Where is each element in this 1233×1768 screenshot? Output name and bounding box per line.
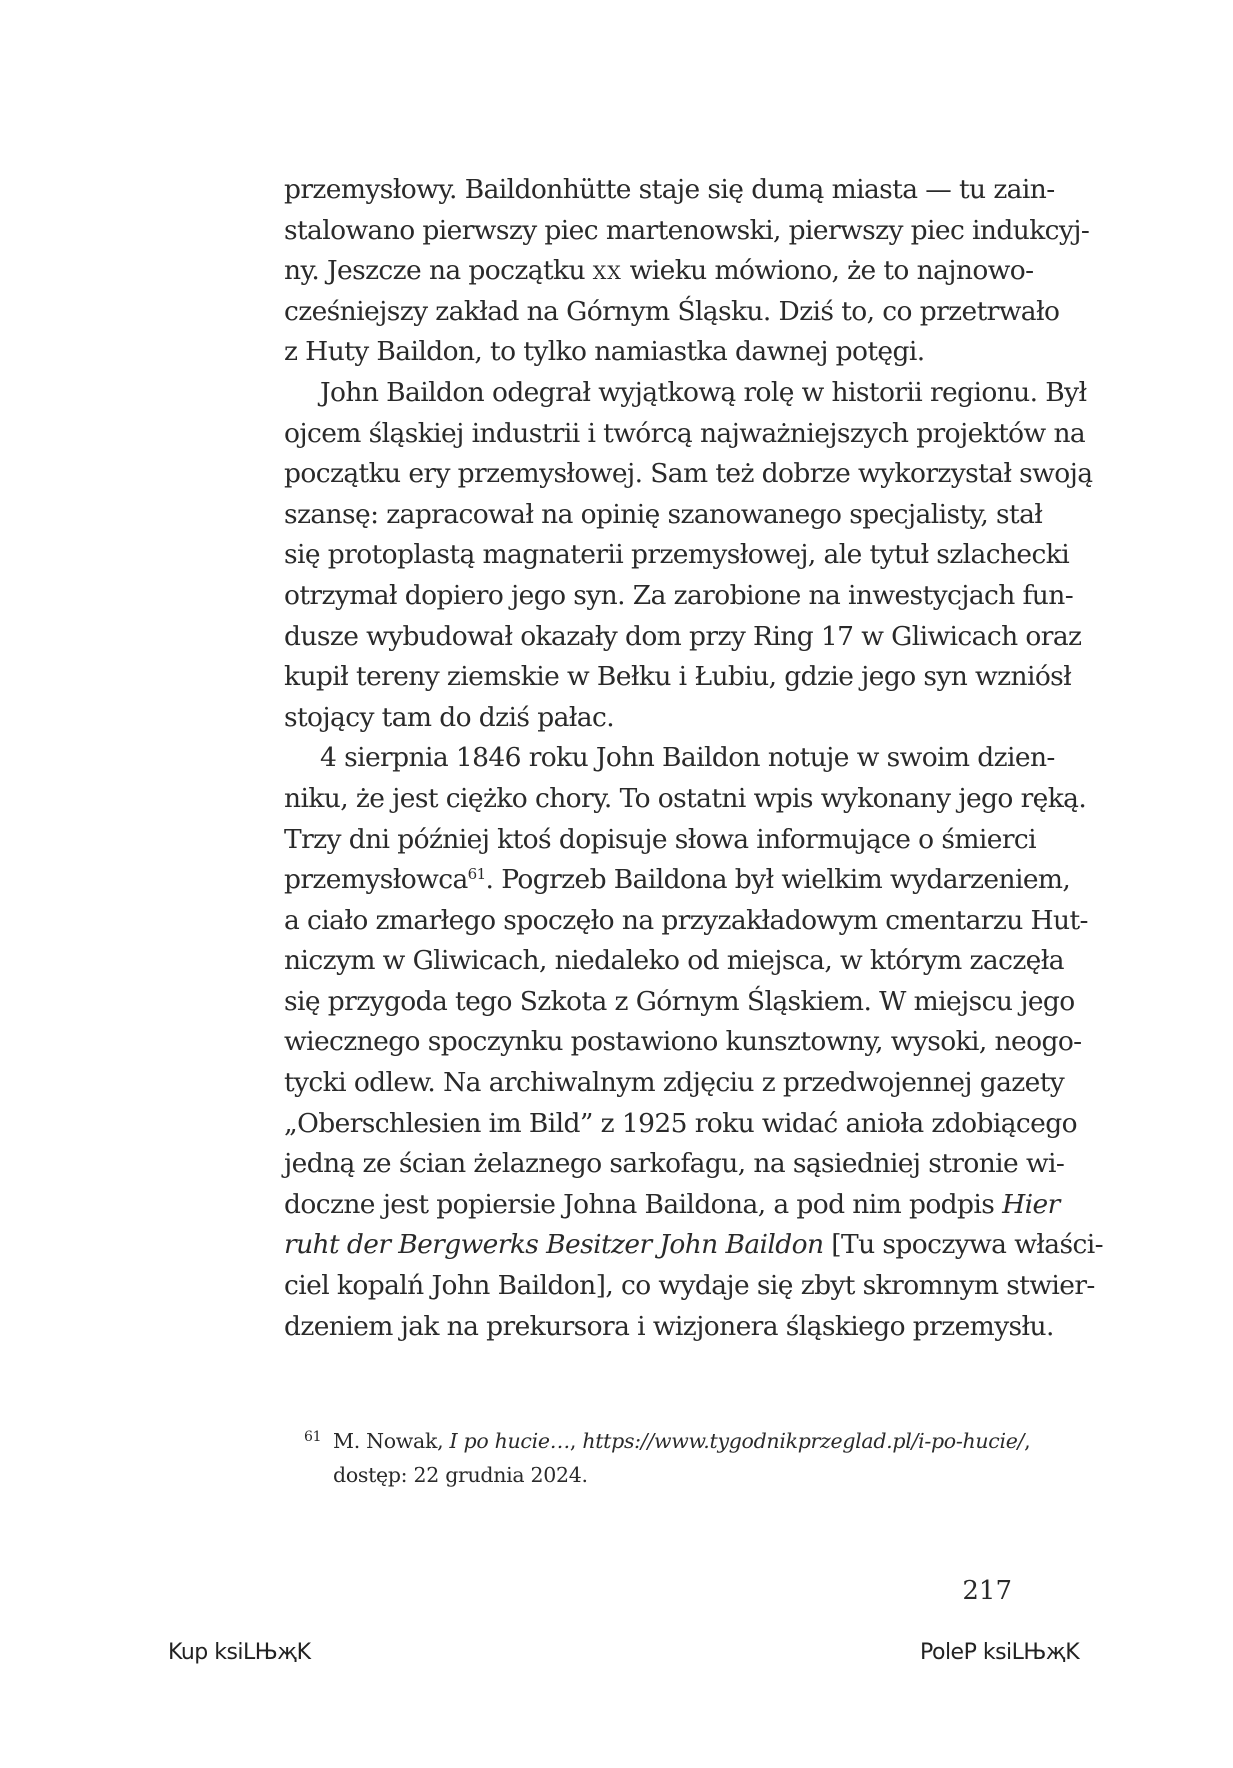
buy-book-link[interactable]: Kup ksiLЊҗK [168, 1640, 311, 1665]
text-line: się protoplastą magnaterii przemysłowej, ale tytuł szlachecki [284, 539, 1070, 571]
footnote-punct: , [1024, 1429, 1031, 1453]
text-line: jedną ze ścian żelaznego sarkofagu, na sąsiedniej stronie wi- [284, 1148, 1065, 1180]
text-line: szansę: zapracował na opinię szanowanego specjalisty, stał [284, 498, 1043, 530]
text-line: dusze wybudował okazały dom przy Ring 17 w Gliwicach oraz [284, 620, 1082, 652]
text-line: ciel kopalń John Baildon], co wydaje się zbyt skromnym stwier- [284, 1270, 1095, 1302]
text-line: niczym w Gliwicach, niedaleko od miejsca, w którym zaczęła [284, 945, 1064, 977]
text-line: „Oberschlesien im Bild” z 1925 roku widać anioła zdobiącego [284, 1107, 1077, 1139]
text-line: kupił tereny ziemskie w Bełku i Łubiu, gdzie jego syn wzniósł [284, 661, 1072, 693]
text-line: wiecznego spoczynku postawiono kunsztowny, wysoki, neogo- [284, 1026, 1082, 1058]
recommend-book-link[interactable]: PoleP ksiLЊҗK [920, 1640, 1080, 1665]
text-span: wieku mówiono, że to najnowo- [621, 255, 1034, 287]
footnote-url[interactable]: https://www.tygodnikprzeglad.pl/i-po-hucie/ [582, 1429, 1025, 1453]
text-line [284, 1225, 1103, 1266]
text-line: cześniejszy zakład na Górnym Śląsku. Dziś to, co przetrwało [284, 295, 1060, 327]
text-line: 4 sierpnia 1846 roku John Baildon notuje w swoim dzien- [320, 742, 1055, 774]
footnote-title: I po hucie… [449, 1429, 570, 1453]
text-line: ojcem śląskiej industrii i twórcą najważniejszych projektów na [284, 417, 1086, 449]
text-line: z Huty Baildon, to tylko namiastka dawnej potęgi. [284, 336, 925, 368]
footnote [304, 1424, 1031, 1492]
footnote-separator: , [569, 1429, 583, 1453]
italic-span: ruht der Bergwerks Besitzer John Baildon [284, 1229, 824, 1261]
text-span: przemysłowca [284, 864, 468, 896]
text-line: Trzy dni później ktoś dopisuje słowa informujące o śmierci [284, 823, 1037, 855]
small-caps-century: xx [592, 255, 622, 287]
text-line: stalowano pierwszy piec martenowski, pierwszy piec indukcyj- [284, 214, 1090, 246]
text-line: początku ery przemysłowej. Sam też dobrze wykorzystał swoją [284, 458, 1093, 490]
footnote-reference[interactable]: 61 [467, 865, 486, 884]
text-line: otrzymał dopiero jego syn. Za zarobione na inwestycjach fun- [284, 579, 1074, 611]
text-span: doczne jest popiersie Johna Baildona, a pod nim podpis [284, 1188, 1003, 1220]
text-span: ny. Jeszcze na początku [284, 255, 593, 287]
footnote-line [333, 1424, 1031, 1458]
text-line [284, 251, 1034, 292]
footnote-number: 61 [304, 1429, 322, 1445]
text-span: . Pogrzeb Baildona był wielkim wydarzeniem, [485, 864, 1071, 896]
text-line: się przygoda tego Szkota z Górnym Śląskiem. W miejscu jego [284, 985, 1075, 1017]
footnote-author: M. Nowak, [333, 1429, 450, 1453]
text-line: tycki odlew. Na archiwalnym zdjęciu z przedwojennej gazety [284, 1067, 1065, 1099]
main-text [284, 170, 1103, 1347]
text-line: przemysłowy. Baildonhütte staje się dumą miasta — tu zain- [284, 174, 1055, 205]
italic-span: Hier [1002, 1188, 1060, 1220]
text-line [284, 1185, 1060, 1226]
text-span: [Tu spoczywa właści- [823, 1229, 1103, 1261]
text-line: niku, że jest ciężko chory. To ostatni wpis wykonany jego ręką. [284, 782, 1087, 814]
footnote-text [306, 1424, 1031, 1492]
text-line: stojący tam do dziś pałac. [284, 701, 615, 733]
paragraph-3 [284, 738, 1103, 1347]
text-line: John Baildon odegrał wyjątkową rolę w historii regionu. Był [320, 376, 1087, 408]
text-line: dzeniem jak na prekursora i wizjonera śląskiego przemysłu. [284, 1310, 1054, 1342]
footnote-access: dostęp: 22 grudnia 2024. [333, 1463, 588, 1487]
paragraph-1 [284, 170, 1090, 373]
page-number: 217 [962, 1576, 1012, 1606]
text-line: a ciało zmarłego spoczęło na przyzakładowym cmentarzu Hut- [284, 904, 1088, 936]
text-line [284, 860, 1071, 901]
paragraph-2 [284, 373, 1093, 738]
